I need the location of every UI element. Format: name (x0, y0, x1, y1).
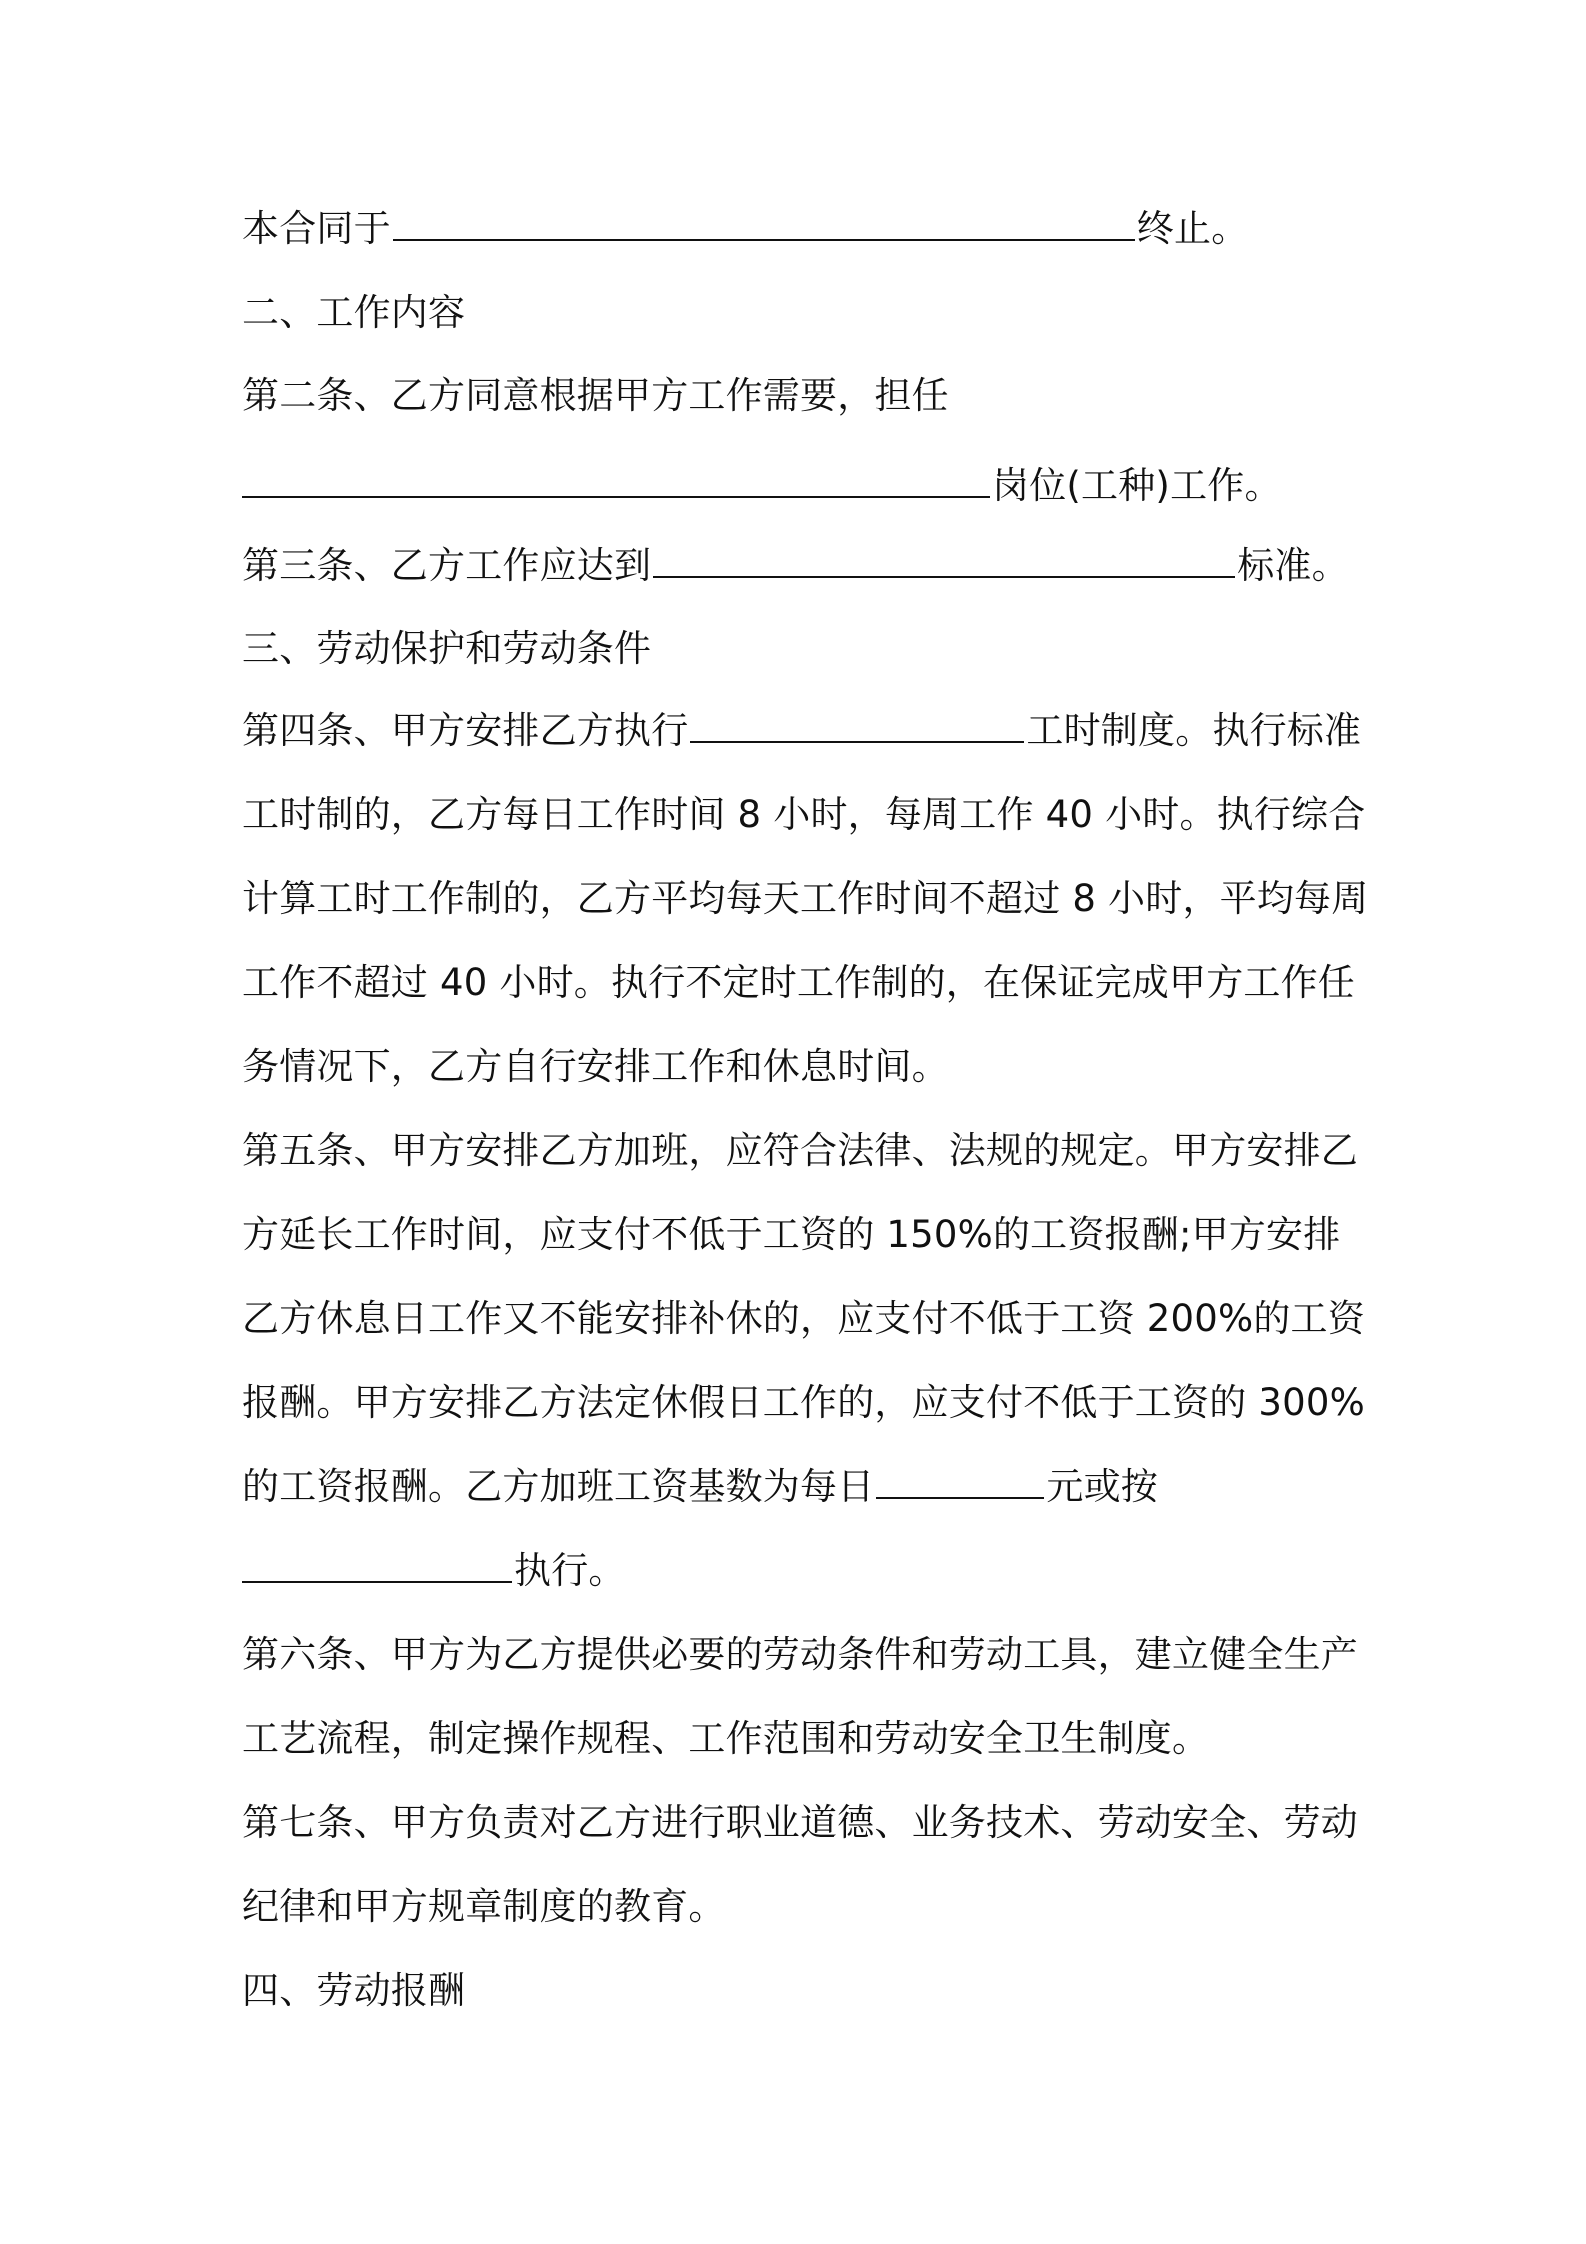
text: 务情况下，乙方自行安排工作和休息时间。 (242, 1045, 949, 1088)
article-7-line-1 (242, 1799, 1362, 1847)
text: 岗位(工种)工作。 (992, 464, 1282, 507)
text: 方延长工作时间，应支付不低于工资的 150%的工资报酬;甲方安排 (242, 1213, 1341, 1256)
article-7-line-2 (242, 1883, 1362, 1931)
contract-end-line (242, 205, 1362, 253)
text: 纪律和甲方规章制度的教育。 (242, 1885, 726, 1928)
article-6-line-2 (242, 1715, 1362, 1763)
article-5-line-2 (242, 1211, 1362, 1259)
text: 第四条、甲方安排乙方执行 (242, 709, 689, 752)
text: 终止。 (1136, 207, 1249, 250)
text: 第六条、甲方为乙方提供必要的劳动条件和劳动工具，建立健全生产 (242, 1633, 1358, 1676)
text: 报酬。甲方安排乙方法定休假日工作的，应支付不低于工资的 300% (242, 1381, 1365, 1424)
blank-field[interactable] (242, 1547, 512, 1583)
article-2-line-2 (242, 462, 1362, 510)
article-5-line-3 (242, 1295, 1365, 1343)
text: 本合同于 (242, 207, 391, 250)
text: 第五条、甲方安排乙方加班，应符合法律、法规的规定。甲方安排乙 (242, 1129, 1358, 1172)
text: 标准。 (1237, 544, 1349, 587)
article-4-line-3 (242, 875, 1369, 923)
text: 的工资报酬。乙方加班工资基数为每日 (242, 1465, 875, 1508)
section-heading-3 (242, 625, 1362, 673)
text: 工时制度。执行标准 (1026, 709, 1362, 752)
blank-field[interactable] (653, 542, 1235, 578)
text: 元或按 (1046, 1465, 1159, 1508)
heading-text: 二、工作内容 (242, 291, 466, 334)
article-4-line-2 (242, 791, 1366, 839)
article-5-line-5 (242, 1463, 1362, 1511)
article-4-line-5 (242, 1043, 1362, 1091)
text: 第三条、乙方工作应达到 (242, 544, 652, 587)
article-5-line-6 (242, 1547, 1362, 1595)
heading-text: 三、劳动保护和劳动条件 (242, 627, 652, 670)
blank-field[interactable] (242, 462, 990, 498)
article-5-line-1 (242, 1127, 1362, 1175)
article-2-line-1 (242, 372, 1362, 420)
blank-field[interactable] (690, 707, 1024, 743)
article-3-line (242, 542, 1362, 590)
text: 工时制的，乙方每日工作时间 8 小时，每周工作 40 小时。执行综合 (242, 793, 1366, 836)
text: 乙方休息日工作又不能安排补休的，应支付不低于工资 200%的工资 (242, 1297, 1365, 1340)
section-heading-2 (242, 289, 1362, 337)
blank-field[interactable] (876, 1463, 1044, 1499)
article-4-line-1 (242, 707, 1362, 755)
section-heading-4 (242, 1967, 1362, 2015)
blank-field[interactable] (393, 205, 1135, 241)
article-6-line-1 (242, 1631, 1362, 1679)
text: 第七条、甲方负责对乙方进行职业道德、业务技术、劳动安全、劳动 (242, 1801, 1358, 1844)
text: 第二条、乙方同意根据甲方工作需要，担任 (242, 374, 949, 417)
text: 工作不超过 40 小时。执行不定时工作制的，在保证完成甲方工作任 (242, 961, 1356, 1004)
text: 工艺流程，制定操作规程、工作范围和劳动安全卫生制度。 (242, 1717, 1210, 1760)
heading-text: 四、劳动报酬 (242, 1969, 466, 2012)
text: 计算工时工作制的，乙方平均每天工作时间不超过 8 小时，平均每周 (242, 877, 1369, 920)
article-4-line-4 (242, 959, 1362, 1007)
article-5-line-4 (242, 1379, 1365, 1427)
text: 执行。 (514, 1549, 626, 1592)
